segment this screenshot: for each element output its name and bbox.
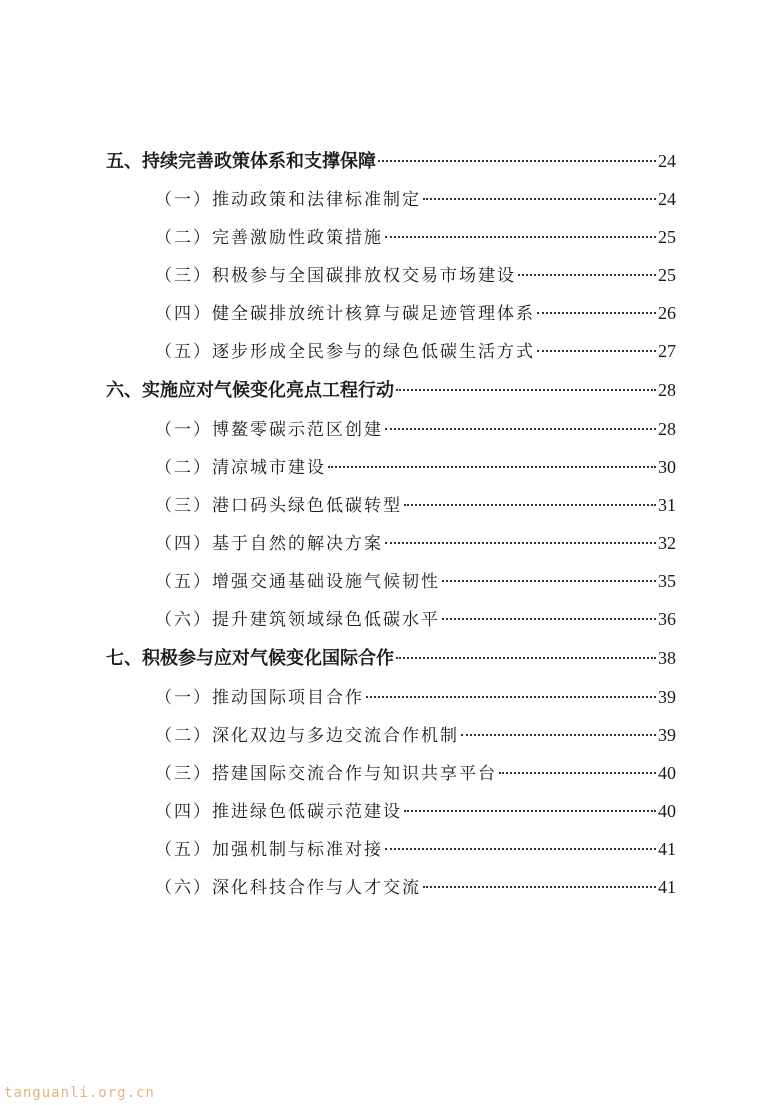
- dot-leader: [442, 618, 656, 620]
- toc-entry[interactable]: [155, 872, 676, 902]
- dot-leader: [396, 389, 656, 391]
- toc-entry-page: 38: [658, 648, 676, 668]
- toc-entry[interactable]: [155, 184, 676, 214]
- toc-entry-page: 39: [658, 687, 676, 707]
- toc-entry[interactable]: [155, 720, 676, 750]
- toc-entry[interactable]: [155, 260, 676, 290]
- toc-entry-page: 41: [658, 877, 676, 897]
- toc-entry-page: 35: [658, 571, 676, 591]
- dot-leader: [385, 542, 656, 544]
- toc-entry-title: （五）加强机制与标准对接: [155, 840, 383, 860]
- toc-entry-page: 28: [658, 380, 676, 400]
- toc-entry-title: 七、积极参与应对气候变化国际合作: [106, 648, 394, 669]
- dot-leader: [537, 350, 656, 352]
- dot-leader: [385, 428, 656, 430]
- toc-entry-title: （二）完善激励性政策措施: [155, 228, 383, 248]
- toc-entry-title: （四）健全碳排放统计核算与碳足迹管理体系: [155, 304, 535, 324]
- dot-leader: [378, 160, 656, 162]
- dot-leader: [423, 198, 656, 200]
- toc-entry-page: 41: [658, 839, 676, 859]
- toc-entry-title: （五）逐步形成全民参与的绿色低碳生活方式: [155, 342, 535, 362]
- dot-leader: [366, 696, 656, 698]
- toc-entry[interactable]: [155, 222, 676, 252]
- toc-entry[interactable]: [155, 566, 676, 596]
- dot-leader: [461, 734, 656, 736]
- toc-entry-title: （六）深化科技合作与人才交流: [155, 878, 421, 898]
- toc-entry[interactable]: [106, 375, 676, 405]
- toc-entry-page: 40: [658, 801, 676, 821]
- dot-leader: [499, 772, 656, 774]
- toc-entry-title: （二）深化双边与多边交流合作机制: [155, 726, 459, 746]
- toc-entry-title: （一）推动国际项目合作: [155, 688, 364, 708]
- toc-entry[interactable]: [106, 643, 676, 673]
- toc-entry[interactable]: [155, 758, 676, 788]
- toc-entry-title: 六、实施应对气候变化亮点工程行动: [106, 380, 394, 401]
- toc-entry-title: （三）港口码头绿色低碳转型: [155, 496, 402, 516]
- dot-leader: [404, 504, 656, 506]
- toc-entry-page: 24: [658, 189, 676, 209]
- toc-entry-page: 28: [658, 419, 676, 439]
- watermark: tanguanli.org.cn: [4, 1085, 155, 1101]
- toc-entry[interactable]: [155, 414, 676, 444]
- toc-entry-title: （六）提升建筑领域绿色低碳水平: [155, 610, 440, 630]
- toc-entry-title: （三）搭建国际交流合作与知识共享平台: [155, 764, 497, 784]
- toc-entry-page: 31: [658, 495, 676, 515]
- toc-entry-title: （五）增强交通基础设施气候韧性: [155, 572, 440, 592]
- dot-leader: [404, 810, 656, 812]
- toc-entry[interactable]: [155, 682, 676, 712]
- dot-leader: [385, 848, 656, 850]
- toc-entry-page: 26: [658, 303, 676, 323]
- toc-entry-page: 30: [658, 457, 676, 477]
- toc-entry[interactable]: [155, 490, 676, 520]
- toc-entry[interactable]: [155, 796, 676, 826]
- dot-leader: [423, 886, 656, 888]
- toc-entry[interactable]: [155, 452, 676, 482]
- toc-entry-page: 32: [658, 533, 676, 553]
- toc-entry-page: 25: [658, 265, 676, 285]
- toc-entry-title: （一）推动政策和法律标准制定: [155, 190, 421, 210]
- dot-leader: [328, 466, 656, 468]
- toc-entry[interactable]: [155, 336, 676, 366]
- toc-entry-title: （二）清凉城市建设: [155, 458, 326, 478]
- toc-entry-title: （一）博鳌零碳示范区创建: [155, 420, 383, 440]
- toc-entry-page: 39: [658, 725, 676, 745]
- toc-entry[interactable]: [155, 604, 676, 634]
- toc-entry-page: 36: [658, 609, 676, 629]
- dot-leader: [396, 657, 656, 659]
- dot-leader: [537, 312, 656, 314]
- toc-entry-title: （四）推进绿色低碳示范建设: [155, 802, 402, 822]
- toc-entry-page: 27: [658, 341, 676, 361]
- dot-leader: [518, 274, 656, 276]
- toc-entry-page: 25: [658, 227, 676, 247]
- toc-entry[interactable]: [106, 146, 676, 176]
- toc-entry-title: （四）基于自然的解决方案: [155, 534, 383, 554]
- toc-entry-title: （三）积极参与全国碳排放权交易市场建设: [155, 266, 516, 286]
- toc-entry-title: 五、持续完善政策体系和支撑保障: [106, 151, 376, 172]
- dot-leader: [442, 580, 656, 582]
- dot-leader: [385, 236, 656, 238]
- toc-entry-page: 24: [658, 151, 676, 171]
- toc-entry[interactable]: [155, 528, 676, 558]
- toc-entry[interactable]: [155, 298, 676, 328]
- toc-entry-page: 40: [658, 763, 676, 783]
- toc-entry[interactable]: [155, 834, 676, 864]
